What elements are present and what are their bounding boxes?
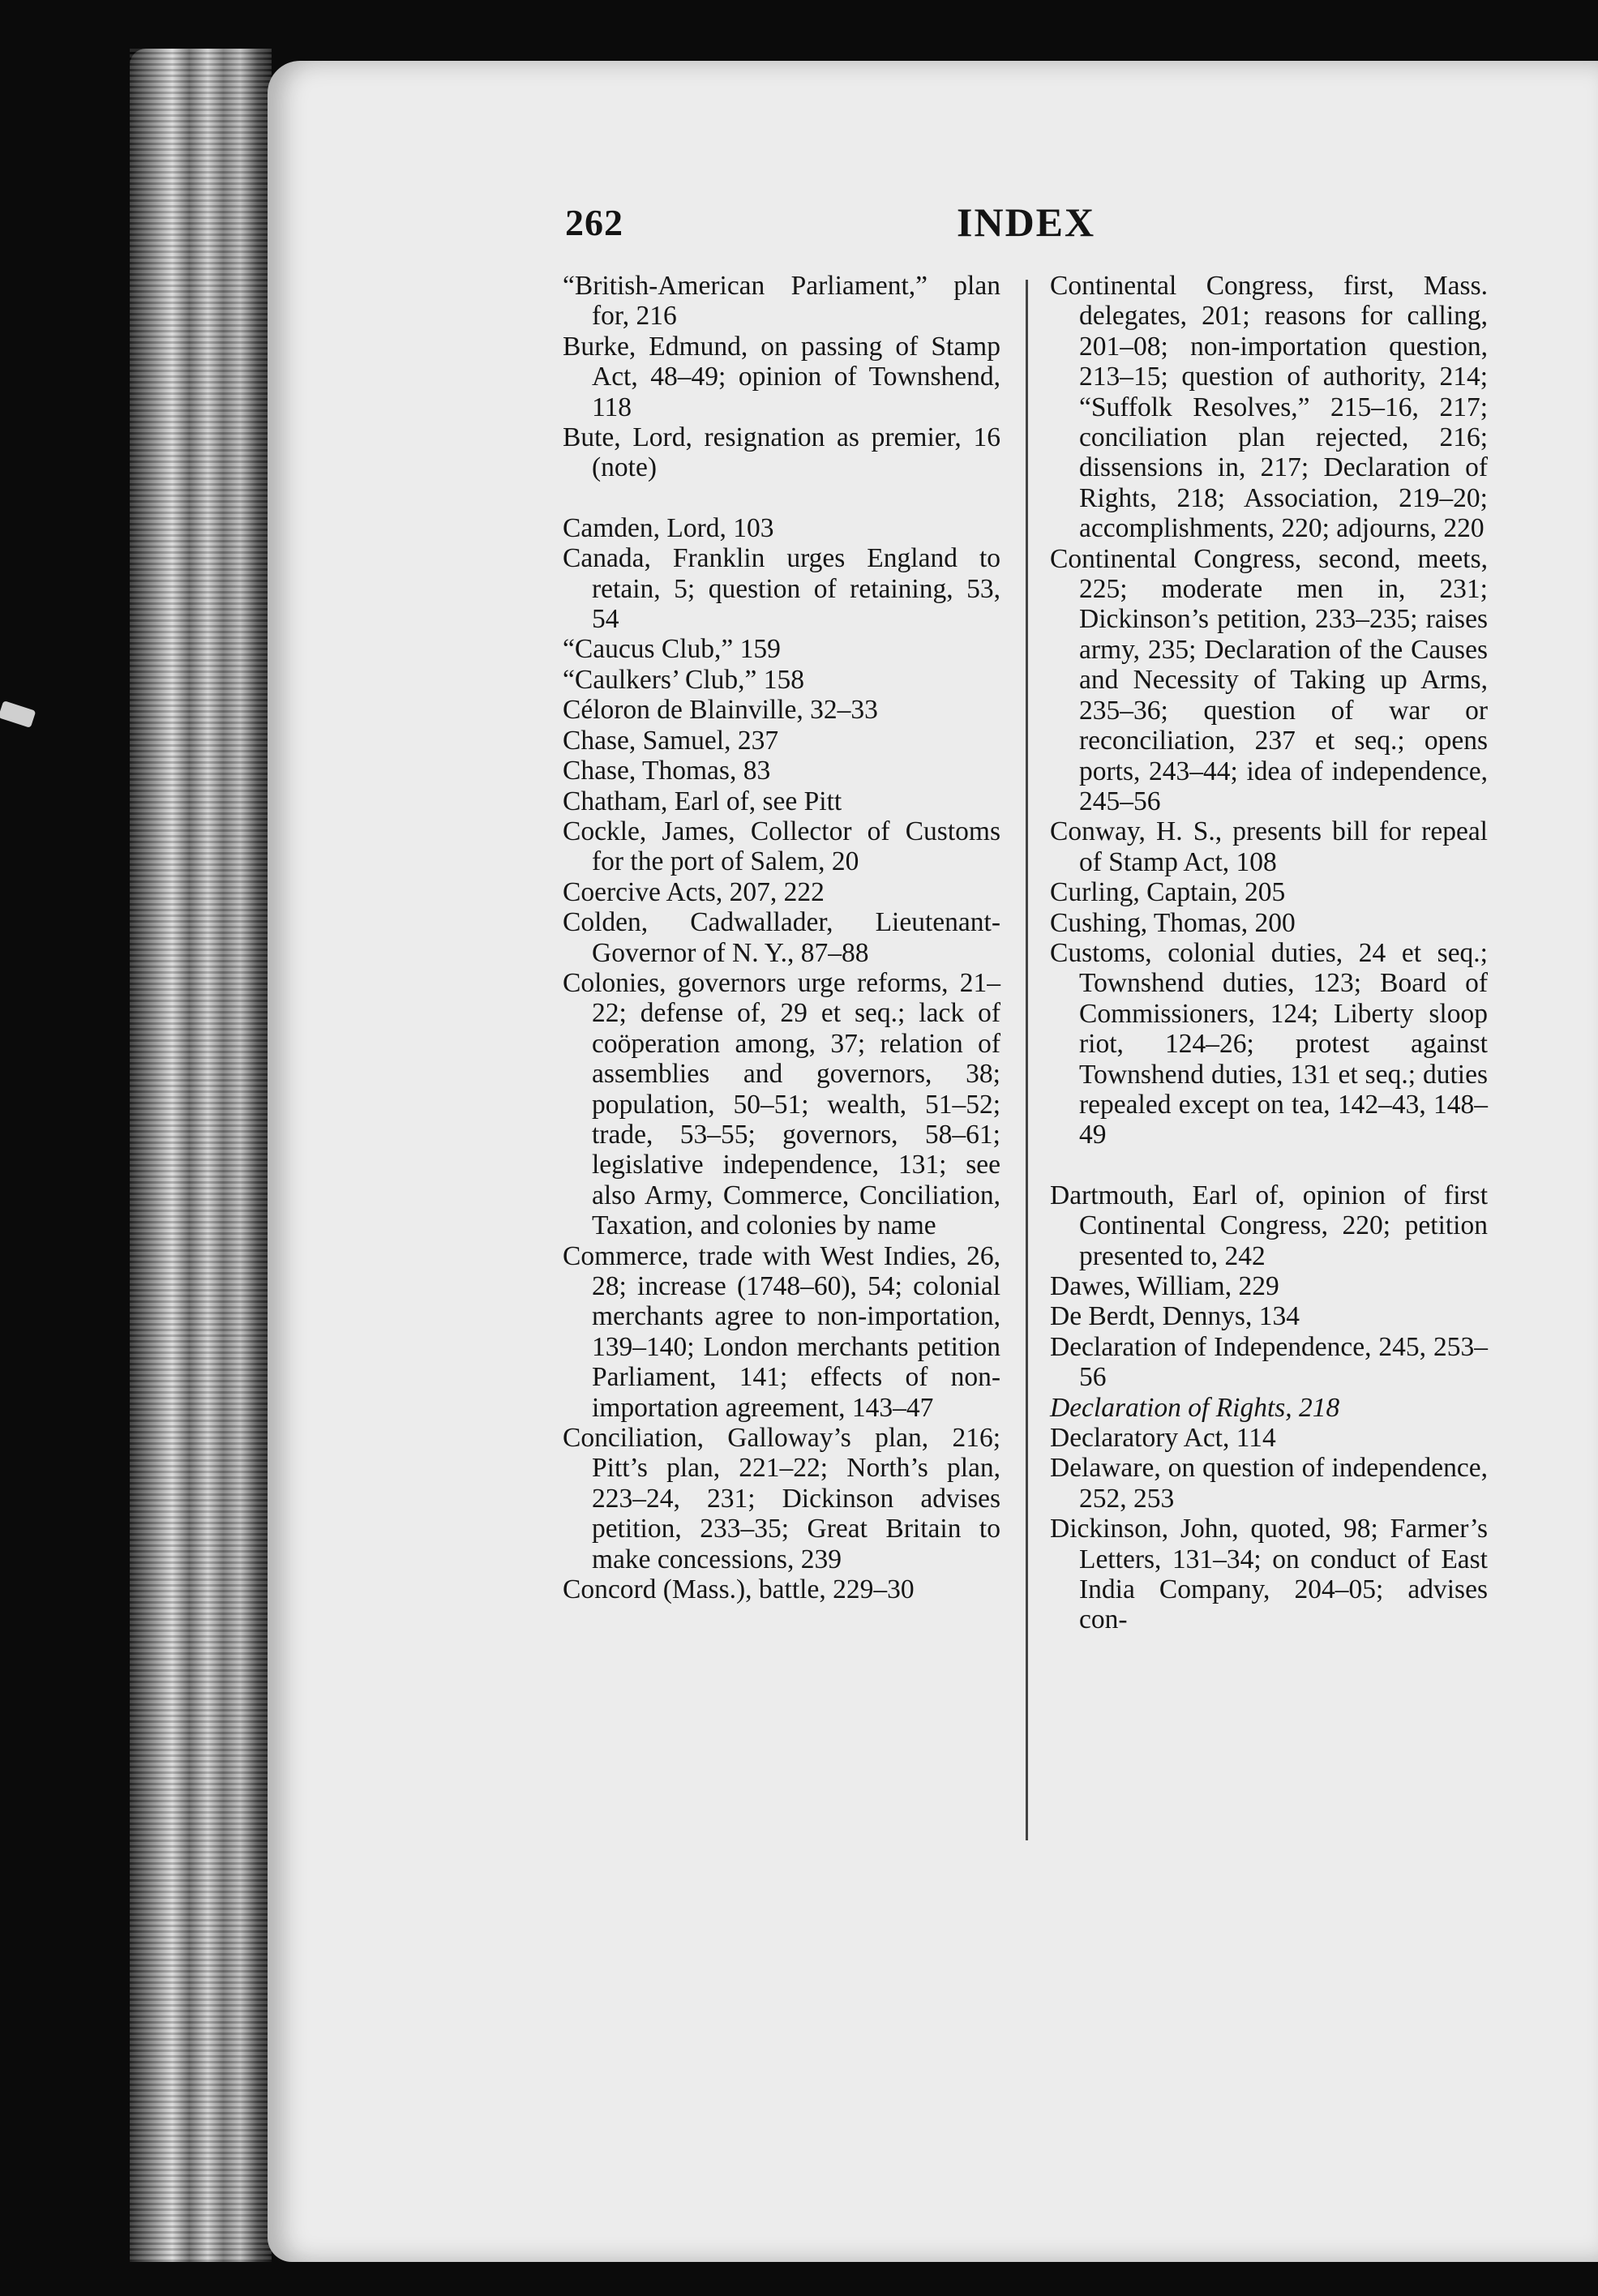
index-entry: Conway, H. S., presents bill for repeal of Stamp Act, 108	[1050, 816, 1488, 877]
index-column-left	[563, 271, 1000, 1604]
index-entry: Céloron de Blainville, 32–33	[563, 695, 878, 726]
index-entry: Declaratory Act, 114	[1050, 1423, 1276, 1454]
page-edge-mark	[0, 700, 36, 728]
index-entry: Colonies, governors urge reforms, 21–22; defense of, 29 et seq.; lack of coöperation among, 37; relation of assemblies and governors, 38; population, 50–51; wealth, 51–52; trade, 53–55; governors, 58–61; legislative independence, 131; see also Army, Commerce, Conciliation, Taxation, and colonies by name	[563, 967, 1000, 1241]
index-entry: Dartmouth, Earl of, opinion of first Continental Congress, 220; petition presented to, 242	[1050, 1180, 1488, 1271]
index-entry: Continental Congress, second, meets, 225; moderate men in, 231; Dickinson’s petition, 233–235; raises army, 235; Declaration of the Causes and Necessity of Taking up Arms, 235–36; question of war or reconciliation, 237 et seq.; opens ports, 243–44; idea of independence, 245–56	[1050, 543, 1488, 816]
index-entry: Cushing, Thomas, 200	[1050, 907, 1296, 938]
index-entry: Dawes, William, 229	[1050, 1271, 1279, 1301]
page-title: INDEX	[957, 199, 1096, 245]
column-divider	[1026, 280, 1028, 1840]
page-number: 262	[565, 202, 623, 243]
index-entry: Declaration of Independence, 245, 253–56	[1050, 1331, 1488, 1393]
index-entry: De Berdt, Dennys, 134	[1050, 1301, 1300, 1332]
index-entry: “Caulkers’ Club,” 158	[563, 664, 805, 695]
index-entry: Chase, Samuel, 237	[563, 725, 779, 756]
index-entry: Burke, Edmund, on passing of Stamp Act, 48–49; opinion of Townshend, 118	[563, 331, 1000, 422]
index-entry: Cockle, James, Collector of Customs for the port of Salem, 20	[563, 816, 1000, 877]
index-entry: Bute, Lord, resignation as premier, 16 (note)	[563, 422, 1000, 483]
index-entry: Chase, Thomas, 83	[563, 756, 771, 786]
index-entry: “Caucus Club,” 159	[563, 634, 781, 665]
index-entry: Customs, colonial duties, 24 et seq.; Townshend duties, 123; Board of Commissioners, 124; Liberty sloop riot, 124–26; protest against Townshend duties, 131 et seq.; duties repealed except on tea, 142–43, 148–49	[1050, 937, 1488, 1150]
index-column-right	[1050, 271, 1488, 1635]
index-entry: Commerce, trade with West Indies, 26, 28; increase (1748–60), 54; colonial merchants agree to non-importation, 139–140; London merchants petition Parliament, 141; effects of non-importation agreement, 143–47	[563, 1240, 1000, 1423]
index-entry: Dickinson, John, quoted, 98; Farmer’s Letters, 131–34; on conduct of East India Company, 204–05; advises con-	[1050, 1514, 1488, 1635]
book-spine	[130, 49, 272, 2262]
index-entry: Curling, Captain, 205	[1050, 877, 1286, 908]
index-entry: Continental Congress, first, Mass. delegates, 201; reasons for calling, 201–08; non-importation question, 213–15; question of authority, 214; “Suffolk Resolves,” 215–16, 217; conciliation plan rejected, 216; dissensions in, 217; Declaration of Rights, 218; Association, 219–20; accomplishments, 220; adjourns, 220	[1050, 271, 1488, 544]
index-entry: “British-American Parliament,” plan for, 216	[563, 271, 1000, 332]
index-entry: Declaration of Rights, 218	[1050, 1392, 1340, 1423]
index-entry: Camden, Lord, 103	[563, 512, 774, 543]
index-section-gap	[563, 483, 1000, 513]
index-entry: Coercive Acts, 207, 222	[563, 876, 825, 907]
index-entry: Concord (Mass.), battle, 229–30	[563, 1574, 915, 1605]
index-entry: Colden, Cadwallader, Lieutenant-Governor of N. Y., 87–88	[563, 907, 1000, 968]
index-section-gap	[1050, 1150, 1488, 1180]
index-entry: Chatham, Earl of, see Pitt	[563, 786, 842, 816]
index-entry: Canada, Franklin urges England to retain, 5; question of retaining, 53, 54	[563, 543, 1000, 635]
index-entry: Delaware, on question of independence, 252, 253	[1050, 1453, 1488, 1514]
index-entry: Conciliation, Galloway’s plan, 216; Pitt’s plan, 221–22; North’s plan, 223–24, 231; Dickinson advises petition, 233–35; Great Britain to make concessions, 239	[563, 1423, 1000, 1574]
